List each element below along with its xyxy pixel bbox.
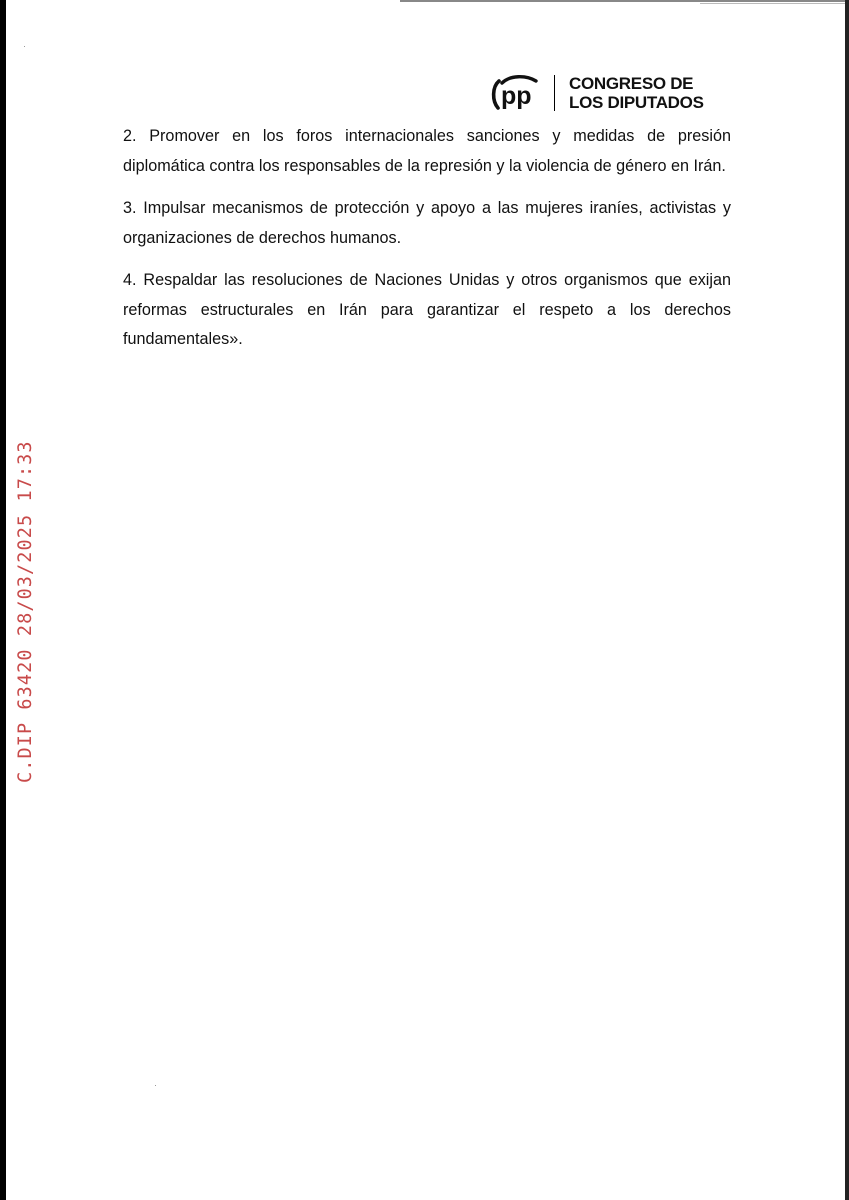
scan-right-edge [845,0,849,1200]
scan-top-edge-secondary [700,3,845,4]
header-divider [554,75,555,111]
scan-top-edge [400,0,845,2]
document-body [123,122,731,368]
paragraph-item-2: 2. Promover en los foros internacionales sanciones y medidas de presión diplomática contra los responsables de la represión y la violencia de género en Irán. [123,127,731,175]
pp-logo-icon [490,73,544,113]
scan-left-edge [0,0,6,1200]
registry-stamp: C.DIP 63420 28/03/2025 17:33 [15,440,36,783]
paragraph-item-4: 4. Respaldar las resoluciones de Naciones Unidas y otros organismos que exijan reformas estructurales en Irán para garantizar el respeto a los derechos fundamentales». [123,271,731,348]
pp-logo-letters: pp [501,82,532,110]
paragraph-item-3: 3. Impulsar mecanismos de protección y apoyo a las mujeres iraníes, activistas y organizaciones de derechos humanos. [123,199,731,247]
institution-line-1: CONGRESO DE [569,74,694,93]
institution-name [569,74,704,112]
scan-speck [155,1085,156,1086]
institution-line-2: LOS DIPUTADOS [569,93,704,112]
scan-speck [24,46,25,47]
document-header [490,72,704,114]
